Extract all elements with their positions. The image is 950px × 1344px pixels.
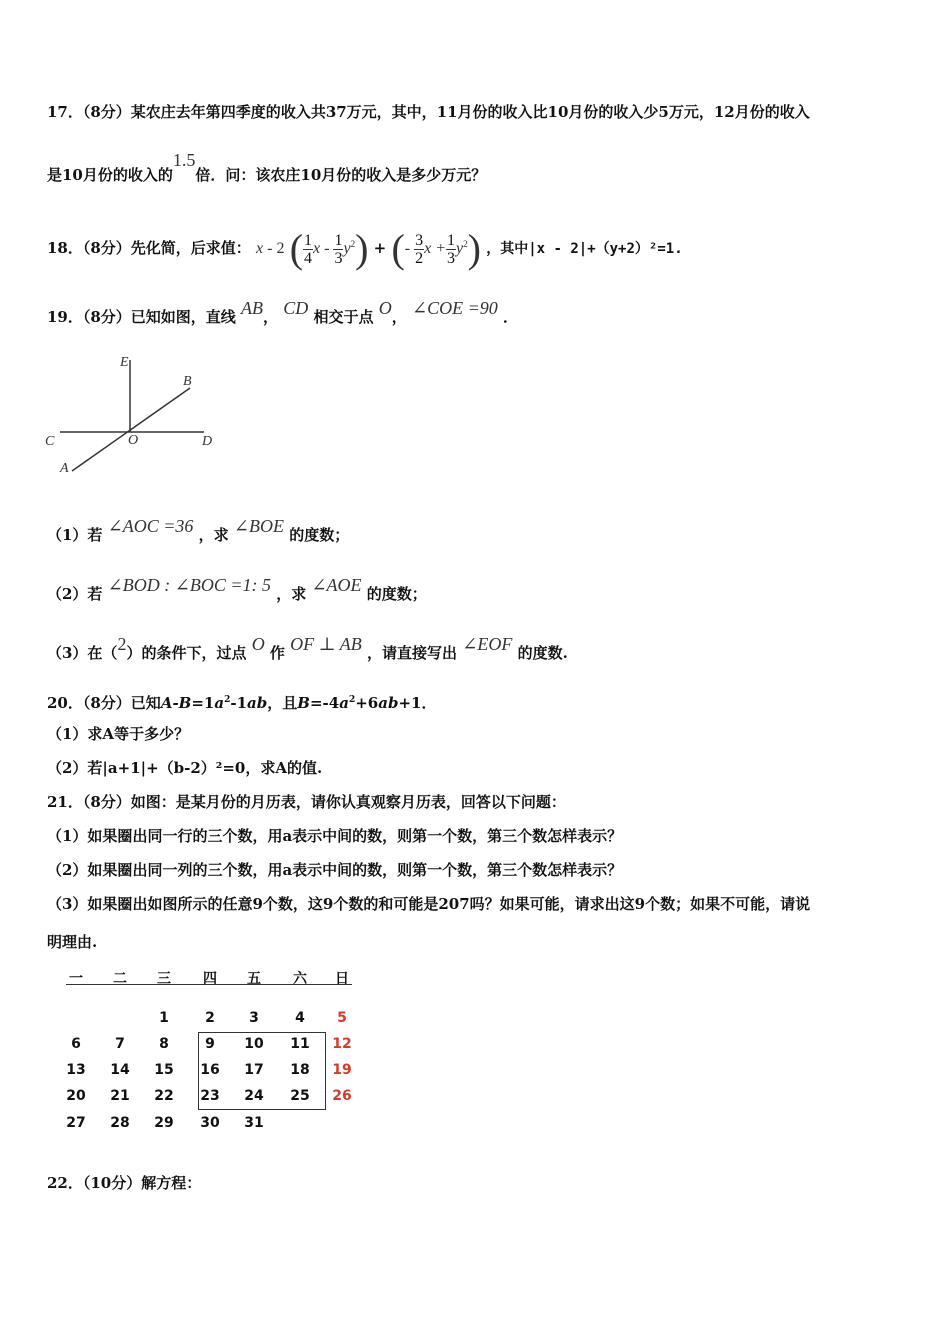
left-paren-icon-2: ( bbox=[391, 226, 405, 271]
calendar-header-6: 六 bbox=[293, 971, 307, 987]
q21-sub2: （2）如果圈出同一列的三个数，用a表示中间的数，则第一个数，第三个数怎样表示？ bbox=[47, 861, 623, 879]
line-ab bbox=[72, 388, 190, 471]
q20-sub1: （1）求A等于多少？ bbox=[47, 725, 190, 743]
calendar-header-7: 日 bbox=[335, 971, 349, 987]
q19-s1-target: ∠BOE bbox=[233, 516, 284, 536]
q18-suffix: ，其中|x - 2|+（y+2）²=1. bbox=[486, 241, 683, 257]
q18-sq2: 2 bbox=[463, 239, 468, 249]
label-e: E bbox=[120, 355, 129, 370]
q18-plus: + bbox=[373, 239, 387, 257]
calendar-day: 12 bbox=[332, 1036, 352, 1052]
q17-line2 bbox=[47, 150, 487, 185]
q22-title: 22．（10分）解方程： bbox=[47, 1174, 202, 1192]
calendar-day: 23 bbox=[200, 1088, 220, 1104]
calendar bbox=[64, 966, 364, 1136]
q19-s3-perp: OF ⊥ AB bbox=[290, 634, 362, 654]
q19-sub1: （1）若 ∠AOC =36 ，求 ∠BOE 的度数； bbox=[47, 516, 350, 544]
calendar-day: 13 bbox=[66, 1062, 86, 1078]
q19-o: O bbox=[378, 298, 392, 318]
calendar-day: 31 bbox=[244, 1115, 264, 1131]
q17-multiplier: 1.5 bbox=[172, 150, 196, 170]
calendar-day: 15 bbox=[154, 1062, 174, 1078]
q20-sub2: （2）若|a+1|+（b-2）²=0，求A的值. bbox=[47, 759, 323, 777]
q19-s2-ratio: ∠BOD : ∠BOC =1: 5 bbox=[107, 575, 271, 595]
q19-s1-angle: ∠AOC =36 bbox=[107, 516, 194, 536]
q19-s2-target: ∠AOE bbox=[311, 575, 362, 595]
calendar-day: 24 bbox=[244, 1088, 264, 1104]
calendar-day: 1 bbox=[159, 1010, 169, 1026]
q19-cd: CD bbox=[283, 298, 309, 318]
calendar-day: 27 bbox=[66, 1115, 86, 1131]
calendar-header-3: 三 bbox=[157, 971, 171, 987]
calendar-day: 8 bbox=[159, 1036, 169, 1052]
right-paren-icon: ) bbox=[355, 226, 369, 271]
q19-text2: 相交于点 bbox=[313, 308, 374, 326]
calendar-day: 17 bbox=[244, 1062, 264, 1078]
calendar-day: 18 bbox=[290, 1062, 310, 1078]
calendar-header-1: 一 bbox=[69, 971, 83, 987]
label-d: D bbox=[202, 434, 213, 449]
calendar-day: 28 bbox=[110, 1115, 130, 1131]
q21-sub3b: 明理由. bbox=[47, 933, 98, 951]
calendar-day: 6 bbox=[71, 1036, 81, 1052]
q18-frac3: $\frac{3}{2}$ bbox=[415, 231, 424, 267]
q19-sub3: （3）在（2）的条件下，过点 O 作 OF ⊥ AB ，请直接写出 ∠EOF 的度数. bbox=[47, 634, 568, 662]
calendar-day: 3 bbox=[249, 1010, 259, 1026]
q17-text-a: 是10月份的收入的 bbox=[47, 166, 173, 184]
q19-line: 19．（8分）已知如图，直线 AB， CD 相交于点 O， ∠COE =90 ． bbox=[47, 298, 519, 326]
calendar-day: 2 bbox=[205, 1010, 215, 1026]
calendar-day: 11 bbox=[290, 1036, 310, 1052]
q18-line bbox=[47, 222, 683, 271]
left-paren-icon: ( bbox=[289, 226, 304, 271]
calendar-day: 22 bbox=[154, 1088, 174, 1104]
q18-sq: 2 bbox=[350, 239, 356, 249]
calendar-day: 26 bbox=[332, 1088, 352, 1104]
calendar-header-2: 二 bbox=[113, 971, 127, 987]
calendar-header-5: 五 bbox=[247, 971, 261, 987]
q18-frac1: $\frac{1}{4}$ bbox=[304, 231, 313, 267]
calendar-day: 5 bbox=[337, 1010, 347, 1026]
q21-sub1: （1）如果圈出同一行的三个数，用a表示中间的数，则第一个数，第三个数怎样表示？ bbox=[47, 827, 623, 845]
q21-sub3a: （3）如果圈出如图所示的任意9个数，这9个数的和可能是207吗？如果可能，请求出这9个数；如果不可能，请说 bbox=[47, 895, 811, 913]
calendar-day: 25 bbox=[290, 1088, 310, 1104]
calendar-day: 16 bbox=[200, 1062, 220, 1078]
q18-x: x bbox=[256, 240, 264, 257]
label-b: B bbox=[183, 374, 192, 389]
q19-angle: ∠COE =90 bbox=[412, 298, 498, 318]
q17-text-c: 倍．问：该农庄10月份的收入是多少万元？ bbox=[195, 166, 487, 184]
calendar-day: 30 bbox=[200, 1115, 220, 1131]
calendar-header-4: 四 bbox=[203, 971, 217, 987]
q19-text1: 19．（8分）已知如图，直线 bbox=[47, 308, 236, 326]
label-c: C bbox=[45, 434, 55, 449]
label-a: A bbox=[60, 461, 69, 476]
q18-prefix: 18．（8分）先化简，后求值： bbox=[47, 239, 251, 257]
q18-x2: x - bbox=[313, 240, 334, 257]
q18-minus: - bbox=[404, 240, 415, 257]
calendar-day: 10 bbox=[244, 1036, 264, 1052]
q19-s3-o: O bbox=[251, 634, 265, 654]
q17-line1: 17．（8分）某农庄去年第四季度的收入共37万元，其中，11月份的收入比10月份的收入少5万元，12月份的收入 bbox=[47, 103, 810, 121]
calendar-day: 4 bbox=[295, 1010, 305, 1026]
q18-frac2: $\frac{1}{3}$ bbox=[334, 231, 343, 267]
calendar-day: 7 bbox=[115, 1036, 125, 1052]
label-o: O bbox=[128, 433, 139, 448]
q18-y2: y bbox=[456, 240, 464, 257]
q21-title: 21．（8分）如图：是某月份的月历表，请你认真观察月历表，回答以下问题： bbox=[47, 793, 566, 811]
q19-figure bbox=[40, 350, 230, 480]
q18-xplus: x + bbox=[424, 240, 447, 257]
q19-ab: AB bbox=[241, 298, 264, 318]
q18-minus2: - 2 bbox=[263, 240, 285, 257]
q18-y: y bbox=[343, 240, 351, 257]
calendar-day: 29 bbox=[154, 1115, 174, 1131]
calendar-day: 21 bbox=[110, 1088, 130, 1104]
q19-s3-ref: 2 bbox=[117, 634, 127, 654]
q18-frac4: $\frac{1}{3}$ bbox=[447, 231, 456, 267]
calendar-day: 9 bbox=[205, 1036, 215, 1052]
calendar-day: 19 bbox=[332, 1062, 352, 1078]
q19-s3-target: ∠EOF bbox=[462, 634, 513, 654]
calendar-day: 14 bbox=[110, 1062, 130, 1078]
q20-line: 20．（8分）已知$A-B=1a^2-1ab$，且$B=-4a^2+6ab+1$． bbox=[47, 694, 437, 712]
right-paren-icon-2: ) bbox=[467, 226, 481, 271]
calendar-day: 20 bbox=[66, 1088, 86, 1104]
q19-sub2: （2）若 ∠BOD : ∠BOC =1: 5 ，求 ∠AOE 的度数； bbox=[47, 575, 427, 603]
